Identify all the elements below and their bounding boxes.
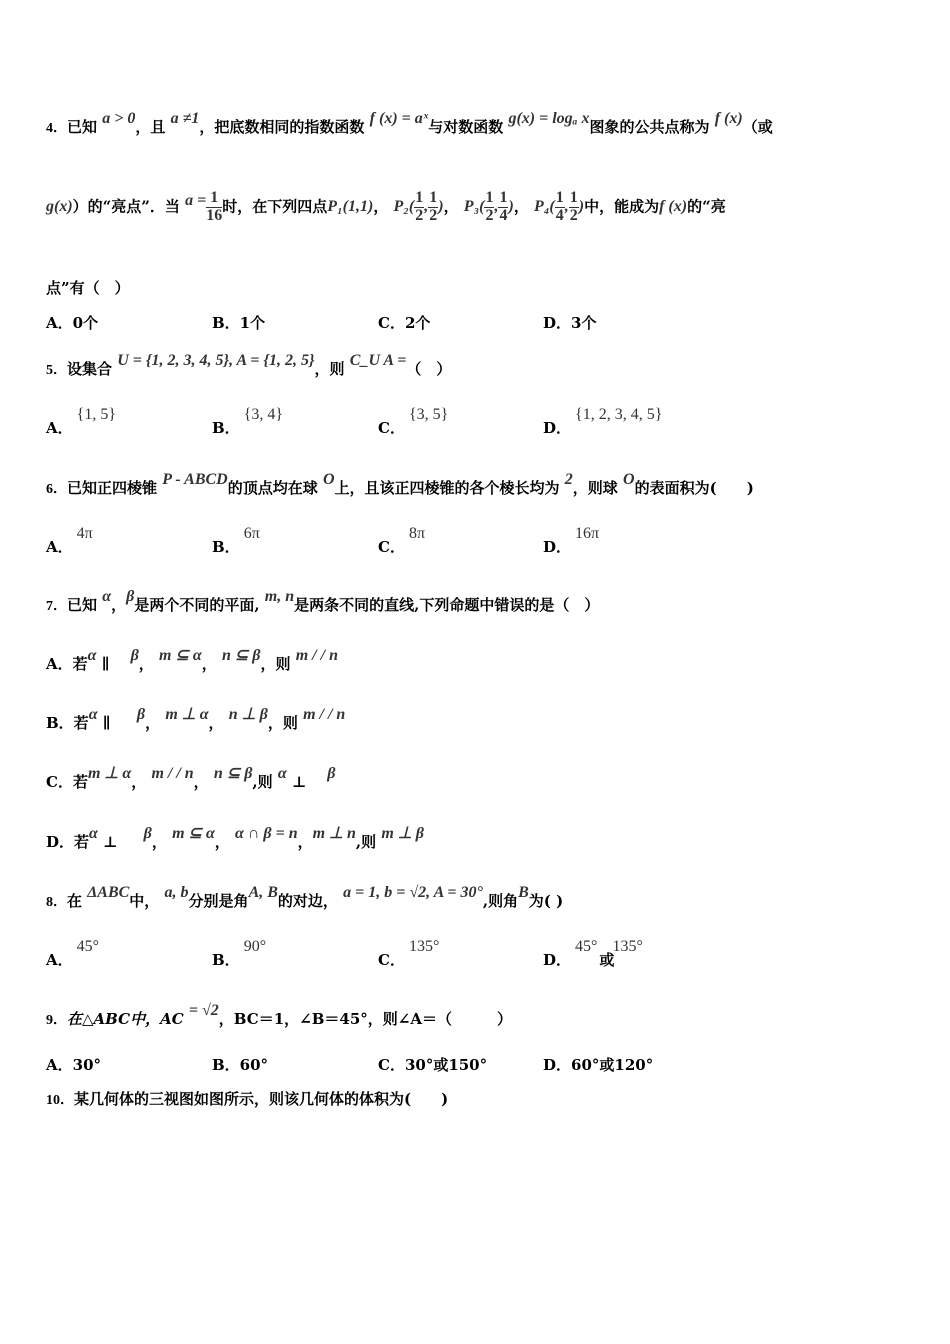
q6-text: 上，且该正四棱锥的各个棱长均为 <box>334 479 560 497</box>
q4-fraction <box>569 190 579 225</box>
option-label: D．若 <box>46 833 90 851</box>
option-math: {1, 2, 3, 4, 5} <box>575 406 663 423</box>
q5-stem <box>46 352 452 379</box>
fraction-denominator: 2 <box>415 206 424 224</box>
q8-math: a = 1, b = √2, A = 30° <box>343 884 483 901</box>
option-math: 6π <box>243 525 260 542</box>
option-math: 45° <box>76 938 100 955</box>
q6-stem <box>46 471 754 498</box>
q4-text: 中，能成为 <box>584 197 660 216</box>
option-math: {3, 5} <box>408 406 449 423</box>
option-text: ，则 <box>267 714 298 732</box>
q5-option-b <box>212 406 284 438</box>
q6-math: O <box>623 471 635 488</box>
q4-line-3 <box>46 277 130 298</box>
q7-option-d <box>46 825 424 852</box>
q7-text: 已知 <box>67 596 98 614</box>
option-text: ， <box>151 833 167 851</box>
q6-math: P - ABCD <box>162 471 228 488</box>
q4-fraction <box>484 190 494 225</box>
q6-math: O <box>322 471 335 488</box>
q7-math: m, n <box>264 588 295 605</box>
q4-text: 与对数函数 <box>428 118 504 136</box>
fraction-numerator: 1 <box>415 189 424 206</box>
fraction-numerator: 1 <box>555 189 564 206</box>
q8-text: 中， <box>129 892 160 910</box>
option-label: B． <box>212 419 240 437</box>
q9-option-c: C．30°或150° <box>378 1056 488 1074</box>
q10-text: 某几何体的三视图如图所示，则该几何体的体积为( ) <box>74 1090 449 1108</box>
fraction-denominator: 2 <box>429 206 438 224</box>
option-label: B．若 <box>46 714 89 732</box>
option-label: D． <box>543 538 572 556</box>
q6-number: 6． <box>46 482 67 497</box>
q4-text: ）的“亮点”．当 <box>72 197 180 216</box>
q4-math: ) <box>578 198 585 216</box>
option-text: ， <box>145 714 161 732</box>
q5-text: （ ） <box>406 360 452 378</box>
q8-text: 的对边， <box>277 892 338 910</box>
q4-fraction <box>428 190 438 225</box>
option-symbol: ∥ <box>101 655 110 673</box>
q5-text: ，则 <box>314 360 345 378</box>
option-text: ， <box>297 833 313 851</box>
option-math: m / / n <box>295 647 338 664</box>
q6-option-a <box>46 525 93 557</box>
fraction-numerator: 1 <box>429 189 438 206</box>
option-math: β <box>327 765 336 782</box>
q7-text: 是两条不同的直线,下列命题中错误的是（ ） <box>294 596 600 614</box>
option-math: m ⊆ α <box>172 825 215 842</box>
q6-text: ，则球 <box>572 479 618 497</box>
q9-option-d: D．60°或120° <box>543 1056 654 1074</box>
q4-text: 图象的公共点称为 <box>589 118 710 136</box>
q8-option-d <box>543 938 643 970</box>
option-text: ， <box>208 714 224 732</box>
q4-text: ，把底数相同的指数函数 <box>199 118 365 136</box>
option-label: D． <box>543 951 572 969</box>
q4-option-a: A．0个 <box>46 314 99 332</box>
option-math: 4π <box>76 525 93 542</box>
option-text: ,则 <box>355 833 377 851</box>
option-math: β <box>136 706 146 723</box>
q4-option-c: C．2个 <box>378 314 431 332</box>
q5-option-c <box>378 406 449 438</box>
q4-text: （或 <box>742 118 773 136</box>
option-label: A．若 <box>46 655 88 673</box>
option-math: 135° <box>612 938 643 955</box>
q10-stem <box>46 1088 448 1109</box>
q7-math: β <box>126 588 135 605</box>
q7-text: 是两个不同的平面, <box>134 596 260 614</box>
fraction-numerator: 1 <box>206 190 222 208</box>
fraction-denominator: 4 <box>499 206 508 224</box>
q7-number: 7． <box>46 599 67 614</box>
option-label: A． <box>46 951 73 969</box>
q8-text: ,则角 <box>482 892 519 910</box>
q6-text: 已知正四棱锥 <box>67 479 158 497</box>
q5-math: C_U A = <box>349 352 407 369</box>
q4-number: 4． <box>46 121 67 136</box>
q4-math: a > 0 <box>102 110 136 127</box>
option-math: m ⊆ α <box>159 647 202 664</box>
option-math: α ∩ β = n <box>235 825 298 842</box>
q4-point-p3: P₃( <box>463 198 485 216</box>
q9-number: 9． <box>46 1013 67 1028</box>
q4-point-p1: P₁(1,1) <box>327 198 374 216</box>
option-label: C． <box>378 951 405 969</box>
q4-option-d: D．3个 <box>543 314 597 332</box>
fraction-numerator: 1 <box>569 189 578 206</box>
q6-option-c <box>378 525 426 557</box>
option-math: m / / n <box>151 765 194 782</box>
q5-text: 设集合 <box>67 360 113 378</box>
option-symbol: ⊥ <box>291 773 307 791</box>
q8-math: A, B <box>248 884 278 901</box>
q7-option-a <box>46 647 338 674</box>
q4-math: ) <box>438 198 444 216</box>
q5-option-a <box>46 406 116 438</box>
q4-math: ) <box>508 198 514 216</box>
option-label: C． <box>378 419 405 437</box>
q7-option-b <box>46 706 346 733</box>
fraction-denominator: 4 <box>555 206 564 224</box>
q4-fraction <box>498 190 508 225</box>
q7-math: α <box>102 588 112 605</box>
option-math: α <box>277 765 287 782</box>
q4-fraction <box>555 190 565 225</box>
q5-option-d <box>543 406 663 438</box>
q9-stem <box>46 1002 512 1029</box>
option-label: B． <box>212 951 240 969</box>
option-math: m ⊥ α <box>87 765 132 782</box>
q4-math: f (x) = aˣ <box>369 110 429 127</box>
q8-stem <box>46 884 564 911</box>
option-text: ，则 <box>260 655 291 673</box>
option-math: 135° <box>408 938 440 955</box>
option-math: m ⊥ α <box>165 706 209 723</box>
q6-option-b <box>212 525 260 557</box>
option-label: A． <box>46 538 73 556</box>
option-label: A． <box>46 419 73 437</box>
option-math: 8π <box>408 525 426 542</box>
option-math: n ⊆ β <box>213 765 253 782</box>
q4-point-p2: P₂( <box>393 198 415 216</box>
q4-math: f (x) <box>714 110 743 127</box>
q9-math: = √2 <box>188 1002 219 1019</box>
q5-math: U = {1, 2, 3, 4, 5}, A = {1, 2, 5} <box>117 352 315 369</box>
q4-fraction <box>414 190 424 225</box>
option-math: β <box>143 825 152 842</box>
q6-math: 2 <box>564 471 573 488</box>
option-text: 或 <box>599 951 615 969</box>
q4-text: ，且 <box>135 118 166 136</box>
option-math: m ⊥ n <box>312 825 356 842</box>
q4-math: a ≠1 <box>170 110 200 127</box>
q9-option-b: B．60° <box>212 1056 269 1074</box>
q4-text: 的“亮 <box>687 197 726 216</box>
q4-line-2: g(x)）的“亮点”．当 a = $\frac{1}{16}$ 时，在下列四点P₁(1,1)， P₂( $\frac{1}{2}$ , $\frac{1}{2}$ )， P₃( $\frac{1}{2}$ , $\frac{1}{4}$ )， P₄( $\frac{1}{4}$ , $\frac{1}{2}$ )中，能成为f (x)的“亮 <box>46 189 726 224</box>
option-math: β <box>130 647 139 664</box>
q8-text: 分别是角 <box>188 892 249 910</box>
q7-stem <box>46 588 600 615</box>
q9-option-a: A．30° <box>46 1056 102 1074</box>
q9-text: ，BC＝1，∠B＝45°，则∠A＝（ ） <box>218 1010 512 1028</box>
option-label: C． <box>378 538 405 556</box>
option-math: 90° <box>243 938 267 955</box>
q4-text: 已知 <box>67 118 98 136</box>
fraction-denominator: 16 <box>206 206 223 224</box>
option-math: {1, 5} <box>76 406 116 423</box>
fraction-denominator: 2 <box>485 206 494 224</box>
option-symbol: ∥ <box>102 714 111 732</box>
q8-text: 在 <box>67 892 83 910</box>
q8-math: a, b <box>164 884 189 901</box>
option-text: ,则 <box>252 773 273 791</box>
option-label: D． <box>543 419 572 437</box>
q4-math: g(x) = logₐ x <box>508 110 590 127</box>
q4-math: g(x) <box>46 198 73 216</box>
fraction-numerator: 1 <box>485 189 494 206</box>
option-text: ， <box>131 773 147 791</box>
option-math: {3, 4} <box>243 406 284 423</box>
option-math: α <box>88 706 98 723</box>
option-text: ， <box>214 833 230 851</box>
q7-option-c <box>46 765 336 792</box>
q4-fraction <box>206 190 222 225</box>
q4-option-b: B．1个 <box>212 314 266 332</box>
q4-point-p4: P₄( <box>534 198 555 216</box>
q10-number: 10． <box>46 1093 74 1108</box>
option-text: ， <box>201 655 217 673</box>
option-math: m / / n <box>303 706 346 723</box>
option-math: n ⊆ β <box>221 647 261 664</box>
q4-line-1 <box>46 110 773 137</box>
q8-text: 为( ) <box>528 892 564 910</box>
option-math: α <box>89 825 98 842</box>
q8-math: B <box>518 884 529 901</box>
option-text: ， <box>193 773 209 791</box>
option-math: α <box>87 647 97 664</box>
option-label: C．若 <box>46 773 88 791</box>
q4-math: f (x) <box>659 198 688 216</box>
q8-option-a <box>46 938 100 970</box>
option-math: 16π <box>575 525 600 542</box>
option-math: 45° <box>575 938 598 955</box>
q9-text: 在△ABC中，AC <box>67 1010 184 1028</box>
q5-number: 5． <box>46 363 67 378</box>
option-label: B． <box>212 538 240 556</box>
q4-math: a = <box>185 192 207 210</box>
option-math: n ⊥ β <box>228 706 268 723</box>
q6-option-d <box>543 525 600 557</box>
fraction-numerator: 1 <box>499 189 508 206</box>
option-text: ， <box>138 655 154 673</box>
option-math: m ⊥ β <box>381 825 424 842</box>
q8-math: ΔABC <box>87 884 130 901</box>
q4-text: 时，在下列四点 <box>222 197 328 216</box>
fraction-denominator: 2 <box>569 206 578 224</box>
q6-text: 的顶点均在球 <box>227 479 318 497</box>
q6-text: 的表面积为( ) <box>634 479 754 497</box>
q8-option-c <box>378 938 440 970</box>
q4-text: 点”有（ ） <box>46 279 130 297</box>
q8-number: 8． <box>46 895 67 910</box>
option-symbol: ⊥ <box>103 833 118 851</box>
q8-option-b <box>212 938 267 970</box>
q7-text: ， <box>111 596 127 614</box>
